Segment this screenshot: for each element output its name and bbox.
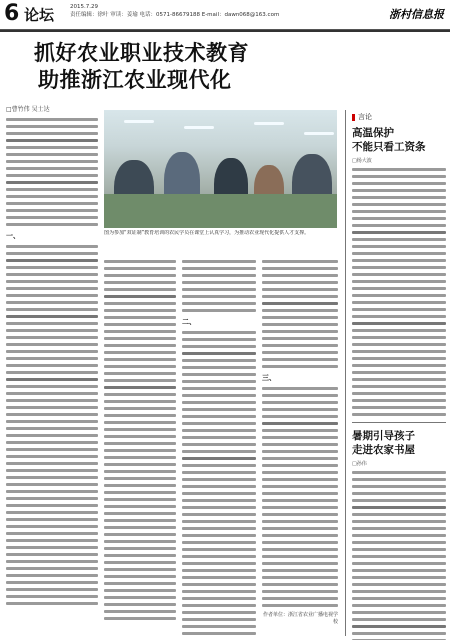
classroom-photo xyxy=(104,110,337,228)
photo-caption: 图为参加“双证制”教育培训的农民学员在课堂上认真学习，为推动农业现代化提供人才支撑。 xyxy=(104,230,310,236)
sidebar-article-2-title xyxy=(352,429,446,457)
main-headline xyxy=(34,40,340,94)
author-affiliation: 作者单位：浙江省农业广播电视学校 xyxy=(262,612,338,625)
sidebar-article-1-title xyxy=(352,126,446,154)
opinion-sidebar xyxy=(345,110,446,636)
editors-line: 责任编辑：徐叶 审读：姜瑜 电话：0571-86679188 E-mail：dawn068@163.com xyxy=(70,12,280,18)
byline: □曹竹伟 吴士达 xyxy=(6,106,50,113)
article-column-3 xyxy=(182,256,256,636)
sidebar-article-1-title-line-1: 高温保护 xyxy=(352,127,394,139)
page-header xyxy=(0,0,450,30)
article-column-1 xyxy=(6,114,98,634)
article-column-4 xyxy=(262,256,338,636)
sidebar-tag-label: 言论 xyxy=(358,113,372,121)
subhead-3: 三、 xyxy=(262,374,276,382)
sidebar-article-2-body xyxy=(352,471,446,640)
sidebar-article-2-title-line-2: 走进农家书屋 xyxy=(352,444,415,456)
date-line: 2015.7.29 xyxy=(70,4,98,10)
sidebar-article-1-body xyxy=(352,168,446,416)
headline-line-1: 抓好农业职业技术教育 xyxy=(34,41,249,65)
sidebar-article-2-byline: □孙伟 xyxy=(352,461,367,467)
section-title: 论坛 xyxy=(24,6,55,24)
sidebar-tag xyxy=(352,112,446,122)
sidebar-article-2-title-line-1: 暑期引导孩子 xyxy=(352,430,415,442)
subhead-1: 一、 xyxy=(6,232,20,240)
page-number: 6 xyxy=(4,1,20,26)
masthead-rule xyxy=(0,30,450,32)
subhead-2: 二、 xyxy=(182,318,196,326)
tag-marker-icon xyxy=(352,114,355,121)
headline-line-2: 助推浙江农业现代化 xyxy=(38,68,232,92)
article-column-2 xyxy=(104,256,176,636)
sidebar-divider xyxy=(352,422,446,423)
sidebar-article-1-title-line-2: 不能只看工资条 xyxy=(352,141,426,153)
newspaper-name: 浙村信息报 xyxy=(389,8,444,21)
sidebar-article-1-byline: □杨大波 xyxy=(352,158,372,164)
header-meta xyxy=(70,3,279,19)
